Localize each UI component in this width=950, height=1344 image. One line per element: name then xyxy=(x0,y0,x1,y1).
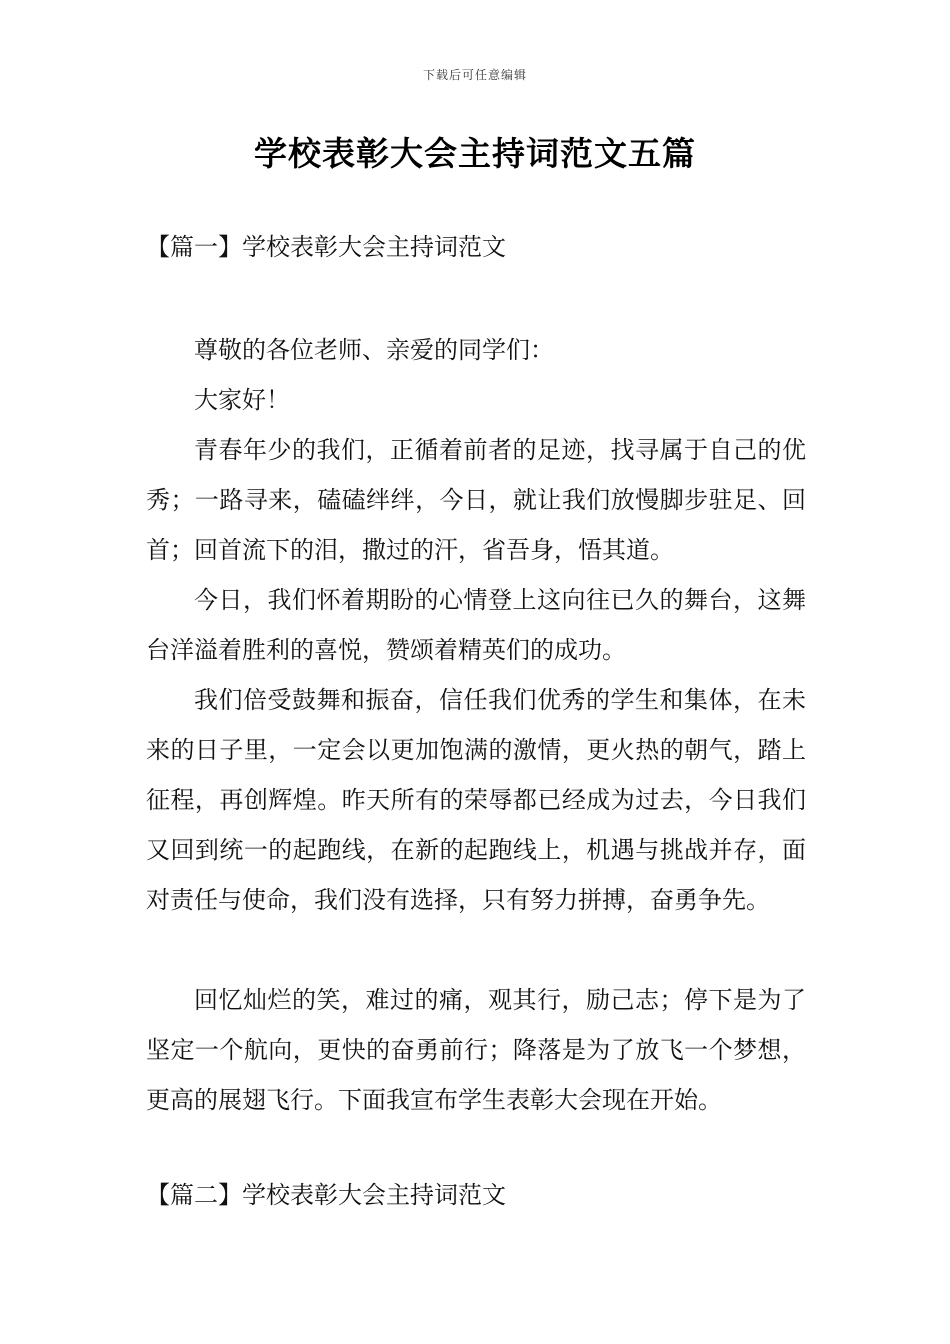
paragraph-greeting: 大家好！ xyxy=(194,386,290,414)
paragraph-body-2: 今日，我们怀着期盼的心情登上这向往已久的舞台，这舞台洋溢着胜利的喜悦，赞颂着精英们的成功。 xyxy=(146,586,806,664)
paragraph-salutation: 尊敬的各位老师、亲爱的同学们： xyxy=(194,336,554,364)
paragraph-body-3: 我们倍受鼓舞和振奋，信任我们优秀的学生和集体，在未来的日子里，一定会以更加饱满的激情，更火热的朝气，踏上征程，再创辉煌。昨天所有的荣辱都已经成为过去，今日我们又回到统一的起跑线，在新的起跑线上，机遇与挑战并存，面对责任与使命，我们没有选择，只有努力拼搏，奋勇争先。 xyxy=(146,686,806,914)
section-heading-1: 【篇一】学校表彰大会主持词范文 xyxy=(146,233,506,261)
paragraph-body-1: 青春年少的我们，正循着前者的足迹，找寻属于自己的优秀；一路寻来，磕磕绊绊，今日，就让我们放慢脚步驻足、回首；回首流下的泪，撒过的汗，省吾身，悟其道。 xyxy=(146,436,806,564)
section-heading-2: 【篇二】学校表彰大会主持词范文 xyxy=(146,1181,506,1209)
header-note: 下载后可任意编辑 xyxy=(422,68,527,82)
paragraph-body-4: 回忆灿烂的笑，难过的痛，观其行，励己志；停下是为了坚定一个航向，更快的奋勇前行；降落是为了放飞一个梦想，更高的展翅飞行。下面我宣布学生表彰大会现在开始。 xyxy=(146,986,806,1114)
document-title: 学校表彰大会主持词范文五篇 xyxy=(254,134,696,173)
